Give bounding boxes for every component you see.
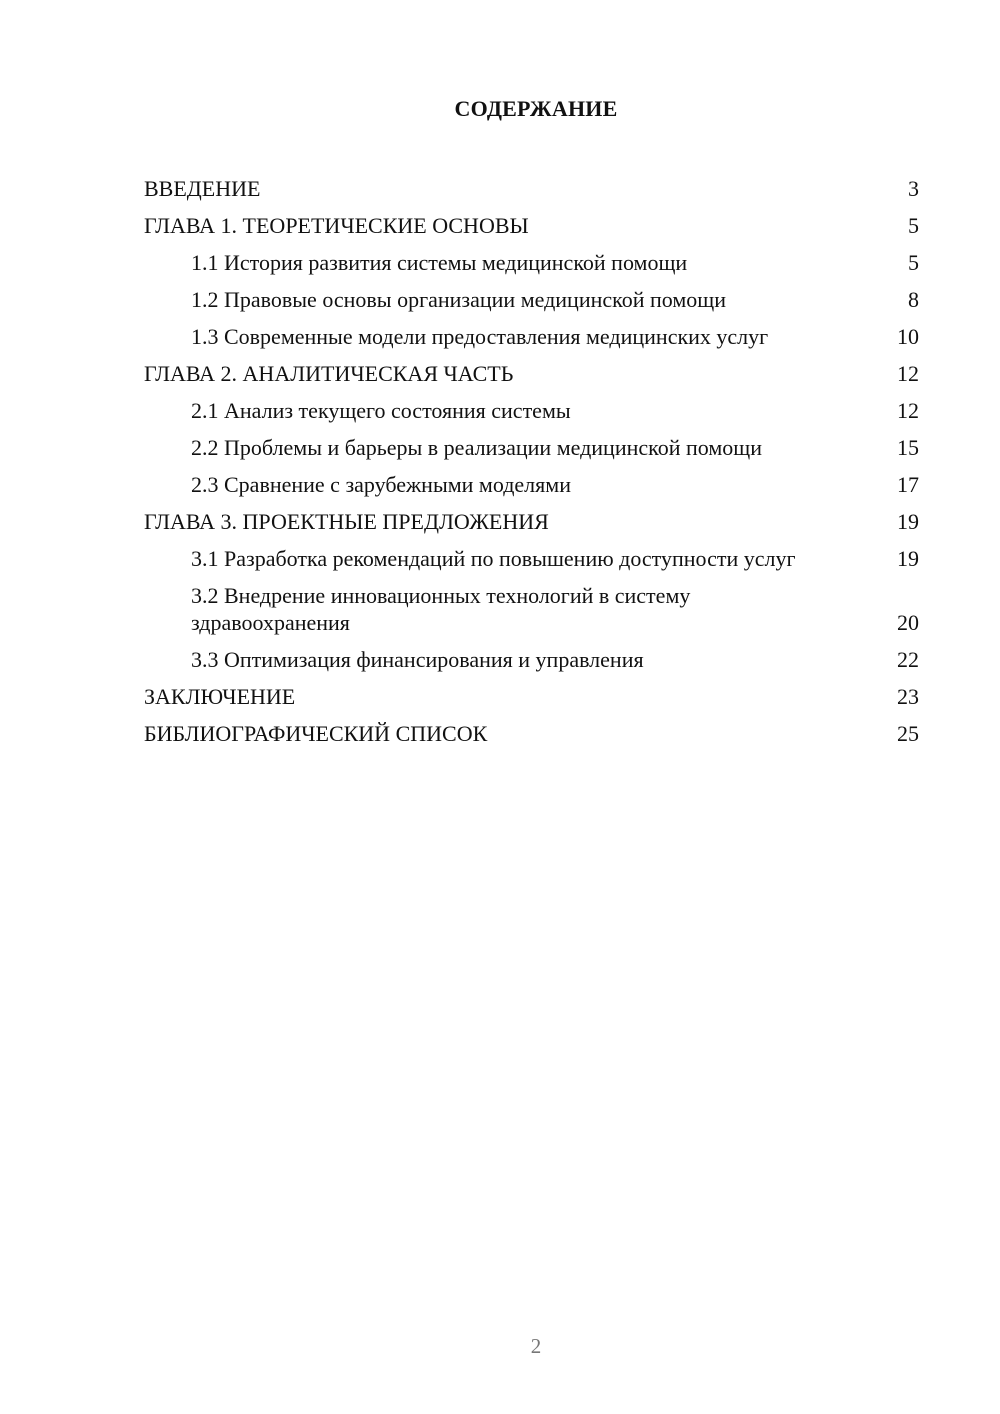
toc-entry-chapter-3[interactable] [144, 503, 919, 540]
toc-entry-text: ЗАКЛЮЧЕНИЕ [144, 684, 296, 709]
toc-entry-page: 12 [897, 398, 919, 423]
toc-entry-section-1-3[interactable] [144, 318, 919, 355]
toc-entry-page: 19 [897, 546, 919, 571]
toc-entry-text: 3.2 Внедрение инновационных технологий в систему здравоохранения [191, 583, 691, 635]
toc-entry-section-3-2[interactable] [144, 577, 919, 641]
toc-entry-page: 25 [897, 721, 919, 746]
page-title: СОДЕРЖАНИЕ [454, 96, 618, 121]
toc-entry-text: ГЛАВА 3. ПРОЕКТНЫЕ ПРЕДЛОЖЕНИЯ [144, 509, 549, 534]
toc-entry-section-3-1[interactable] [144, 540, 919, 577]
toc-entry-page: 17 [897, 472, 919, 497]
toc-entry-section-3-3[interactable] [144, 641, 919, 678]
toc-entry-bibliography[interactable] [144, 715, 919, 752]
toc-entry-section-2-1[interactable] [144, 392, 919, 429]
table-of-contents [144, 170, 919, 752]
toc-entry-page: 20 [897, 610, 919, 635]
toc-entry-page: 19 [897, 509, 919, 534]
toc-entry-introduction[interactable] [144, 170, 919, 207]
toc-entry-page: 8 [908, 287, 919, 312]
toc-entry-chapter-2[interactable] [144, 355, 919, 392]
toc-entry-text: 1.3 Современные модели предоставления медицинских услуг [191, 324, 769, 349]
toc-entry-text: БИБЛИОГРАФИЧЕСКИЙ СПИСОК [144, 721, 488, 746]
toc-entry-page: 5 [908, 213, 919, 238]
toc-entry-text: ГЛАВА 1. ТЕОРЕТИЧЕСКИЕ ОСНОВЫ [144, 213, 529, 238]
toc-entry-page: 10 [897, 324, 919, 349]
toc-entry-text: ГЛАВА 2. АНАЛИТИЧЕСКАЯ ЧАСТЬ [144, 361, 514, 386]
toc-entry-text: 1.2 Правовые основы организации медицинской помощи [191, 287, 726, 312]
toc-entry-text: 3.3 Оптимизация финансирования и управления [191, 647, 644, 672]
toc-entry-section-2-3[interactable] [144, 466, 919, 503]
page-number: 2 [530, 1334, 542, 1358]
toc-entry-text: 1.1 История развития системы медицинской помощи [191, 250, 688, 275]
toc-entry-conclusion[interactable] [144, 678, 919, 715]
toc-entry-page: 15 [897, 435, 919, 460]
toc-entry-section-1-2[interactable] [144, 281, 919, 318]
toc-entry-section-2-2[interactable] [144, 429, 919, 466]
toc-entry-text: 2.3 Сравнение с зарубежными моделями [191, 472, 571, 497]
toc-entry-chapter-1[interactable] [144, 207, 919, 244]
toc-entry-page: 5 [908, 250, 919, 275]
toc-entry-text: 2.2 Проблемы и барьеры в реализации медицинской помощи [191, 435, 762, 460]
toc-entry-text: ВВЕДЕНИЕ [144, 176, 261, 201]
toc-entry-section-1-1[interactable] [144, 244, 919, 281]
toc-entry-page: 22 [897, 647, 919, 672]
toc-entry-text: 3.1 Разработка рекомендаций по повышению доступности услуг [191, 546, 796, 571]
toc-entry-page: 12 [897, 361, 919, 386]
toc-entry-page: 23 [897, 684, 919, 709]
toc-entry-page: 3 [908, 176, 919, 201]
toc-entry-text: 2.1 Анализ текущего состояния системы [191, 398, 571, 423]
